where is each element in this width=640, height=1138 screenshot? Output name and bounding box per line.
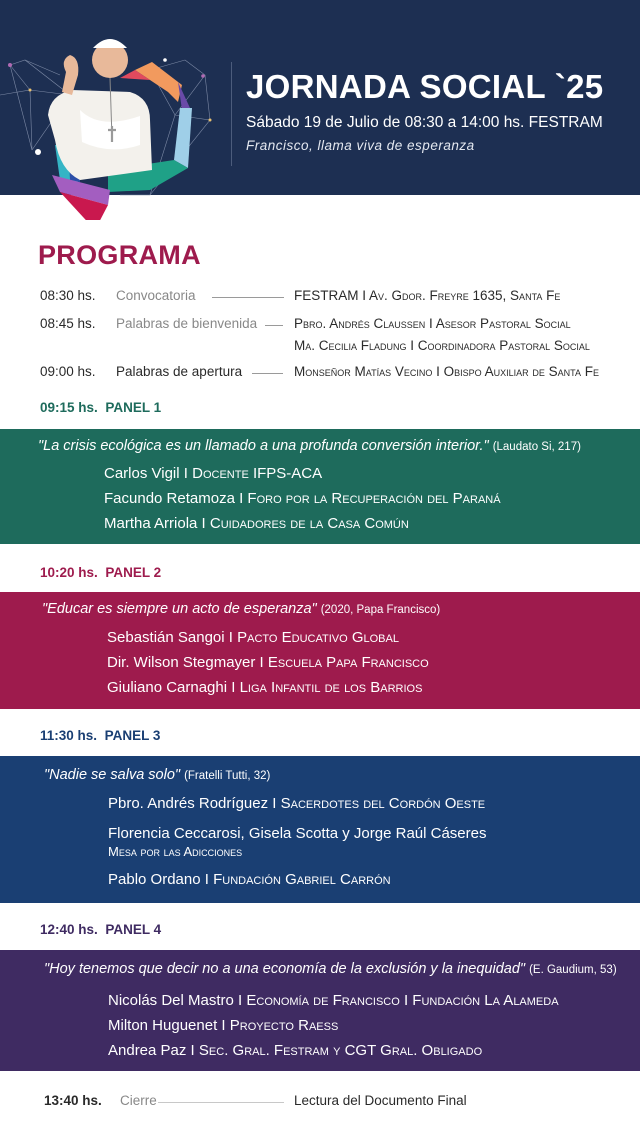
schedule-detail: Pbro. Andrés Claussen I Asesor Pastoral Social bbox=[294, 316, 571, 331]
quote-source: (E. Gaudium, 53) bbox=[529, 964, 617, 976]
schedule-label: Palabras de bienvenida bbox=[116, 316, 258, 331]
schedule-time: 08:30 hs. bbox=[40, 288, 96, 303]
speaker-name: Pbro. Andrés Rodríguez bbox=[108, 795, 269, 812]
panel-3-heading bbox=[40, 728, 160, 743]
speaker: Martha Arriola I Cuidadores de la Casa Común bbox=[104, 515, 409, 532]
panel-1-heading bbox=[40, 400, 161, 415]
speaker: Sebastián Sangoi I Pacto Educativo Global bbox=[107, 629, 399, 646]
speaker-name: Pablo Ordano bbox=[108, 871, 201, 888]
panel-quote bbox=[44, 961, 617, 977]
quote-text: "Nadie se salva solo" bbox=[44, 767, 181, 783]
speaker-name: Carlos Vigil bbox=[104, 465, 180, 482]
schedule-time: 13:40 hs. bbox=[44, 1093, 102, 1108]
pope-francis-geometric-logo-icon bbox=[0, 20, 230, 220]
panel-1-band bbox=[0, 429, 640, 544]
panel-quote bbox=[38, 438, 581, 454]
speaker-org: Sacerdotes del Cordón Oeste bbox=[280, 795, 486, 812]
speaker-org: Liga Infantil de los Barrios bbox=[239, 679, 423, 696]
schedule-detail: Lectura del Documento Final bbox=[294, 1093, 467, 1108]
speaker-org: Pacto Educativo Global bbox=[237, 629, 399, 646]
leader-line bbox=[212, 297, 284, 298]
panel-quote bbox=[44, 767, 270, 783]
speaker-name: Nicolás Del Mastro bbox=[108, 992, 234, 1009]
speaker-org: Proyecto Raess bbox=[229, 1017, 339, 1034]
panel-time: 11:30 hs. bbox=[40, 728, 98, 743]
speaker-name: Giuliano Carnaghi bbox=[107, 679, 228, 696]
panel-time: 12:40 hs. bbox=[40, 922, 98, 937]
speaker-org: Escuela Papa Francisco bbox=[267, 654, 429, 671]
speaker: Dir. Wilson Stegmayer I Escuela Papa Francisco bbox=[107, 654, 429, 671]
quote-text: "Hoy tenemos que decir no a una economía de la exclusión y la inequidad" bbox=[44, 961, 526, 977]
schedule-time: 08:45 hs. bbox=[40, 316, 96, 331]
speaker-org: Mesa por las Adicciones bbox=[108, 844, 243, 859]
panel-2-heading bbox=[40, 565, 161, 580]
speaker: Pbro. Andrés Rodríguez I Sacerdotes del Cordón Oeste bbox=[108, 795, 486, 812]
speaker: Nicolás Del Mastro I Economía de Francisco I Fundación La Alameda bbox=[108, 992, 559, 1009]
schedule-detail: Monseñor Matías Vecino I Obispo Auxiliar de Santa Fe bbox=[294, 364, 599, 379]
panel-name: PANEL 1 bbox=[105, 400, 162, 415]
quote-source: (Laudato Si, 217) bbox=[492, 441, 581, 453]
speaker-org: Economía de Francisco I Fundación La Alameda bbox=[246, 992, 559, 1009]
speaker-name: Martha Arriola bbox=[104, 515, 198, 532]
speaker: Carlos Vigil I Docente IFPS-ACA bbox=[104, 465, 323, 482]
leader-line bbox=[252, 373, 283, 374]
panel-2-band bbox=[0, 592, 640, 709]
panel-name: PANEL 3 bbox=[104, 728, 161, 743]
panel-name: PANEL 2 bbox=[105, 565, 162, 580]
speaker-org: Foro por la Recuperación del Paraná bbox=[247, 490, 501, 507]
schedule-label: Convocatoria bbox=[116, 288, 196, 303]
leader-line bbox=[265, 325, 283, 326]
schedule-label: Cierre bbox=[120, 1093, 157, 1108]
speaker-org: Fundación Gabriel Carrón bbox=[213, 871, 391, 888]
speaker-org: Docente IFPS-ACA bbox=[192, 465, 323, 482]
panel-quote bbox=[42, 601, 440, 617]
event-title: JORNADA SOCIAL `25 bbox=[246, 68, 604, 105]
quote-text: "Educar es siempre un acto de esperanza" bbox=[42, 601, 317, 617]
speaker-org: Cuidadores de la Casa Común bbox=[209, 515, 409, 532]
event-tagline: Francisco, llama viva de esperanza bbox=[246, 138, 475, 153]
schedule-label: Palabras de apertura bbox=[116, 364, 243, 379]
header-divider bbox=[231, 62, 232, 166]
panel-time: 10:20 hs. bbox=[40, 565, 98, 580]
speaker: Facundo Retamoza I Foro por la Recuperación del Paraná bbox=[104, 490, 501, 507]
quote-source: (2020, Papa Francisco) bbox=[320, 604, 441, 616]
schedule-detail: FESTRAM I Av. Gdor. Freyre 1635, Santa Fe bbox=[294, 288, 561, 303]
speaker-name: Andrea Paz bbox=[108, 1042, 187, 1059]
panel-4-heading bbox=[40, 922, 161, 937]
program-heading: PROGRAMA bbox=[38, 240, 201, 270]
speaker: Giuliano Carnaghi I Liga Infantil de los Barrios bbox=[107, 679, 423, 696]
panel-4-band bbox=[0, 950, 640, 1071]
speaker: Milton Huguenet I Proyecto Raess bbox=[108, 1017, 339, 1034]
speaker-name: Milton Huguenet bbox=[108, 1017, 218, 1034]
panel-3-band bbox=[0, 756, 640, 903]
schedule-time: 09:00 hs. bbox=[40, 364, 96, 379]
speaker-name: Florencia Ceccarosi, Gisela Scotta y Jorge Raúl Cáseres bbox=[108, 825, 487, 842]
speaker-name: Sebastián Sangoi bbox=[107, 629, 225, 646]
leader-line bbox=[158, 1102, 284, 1103]
panel-time: 09:15 hs. bbox=[40, 400, 98, 415]
speaker-name: Facundo Retamoza bbox=[104, 490, 235, 507]
schedule-detail: Ma. Cecilia Fladung I Coordinadora Pastoral Social bbox=[294, 338, 590, 353]
speaker-org: Sec. Gral. Festram y CGT Gral. Obligado bbox=[198, 1042, 483, 1059]
speaker: Pablo Ordano I Fundación Gabriel Carrón bbox=[108, 871, 391, 888]
pope-figure bbox=[48, 39, 152, 180]
quote-source: (Fratelli Tutti, 32) bbox=[184, 770, 271, 782]
event-date: Sábado 19 de Julio de 08:30 a 14:00 hs. FESTRAM bbox=[246, 114, 603, 131]
speaker: Andrea Paz I Sec. Gral. Festram y CGT Gral. Obligado bbox=[108, 1042, 483, 1059]
speaker bbox=[108, 825, 487, 842]
panel-name: PANEL 4 bbox=[105, 922, 162, 937]
speaker-name: Dir. Wilson Stegmayer bbox=[107, 654, 256, 671]
quote-text: "La crisis ecológica es un llamado a una profunda conversión interior." bbox=[38, 438, 489, 454]
